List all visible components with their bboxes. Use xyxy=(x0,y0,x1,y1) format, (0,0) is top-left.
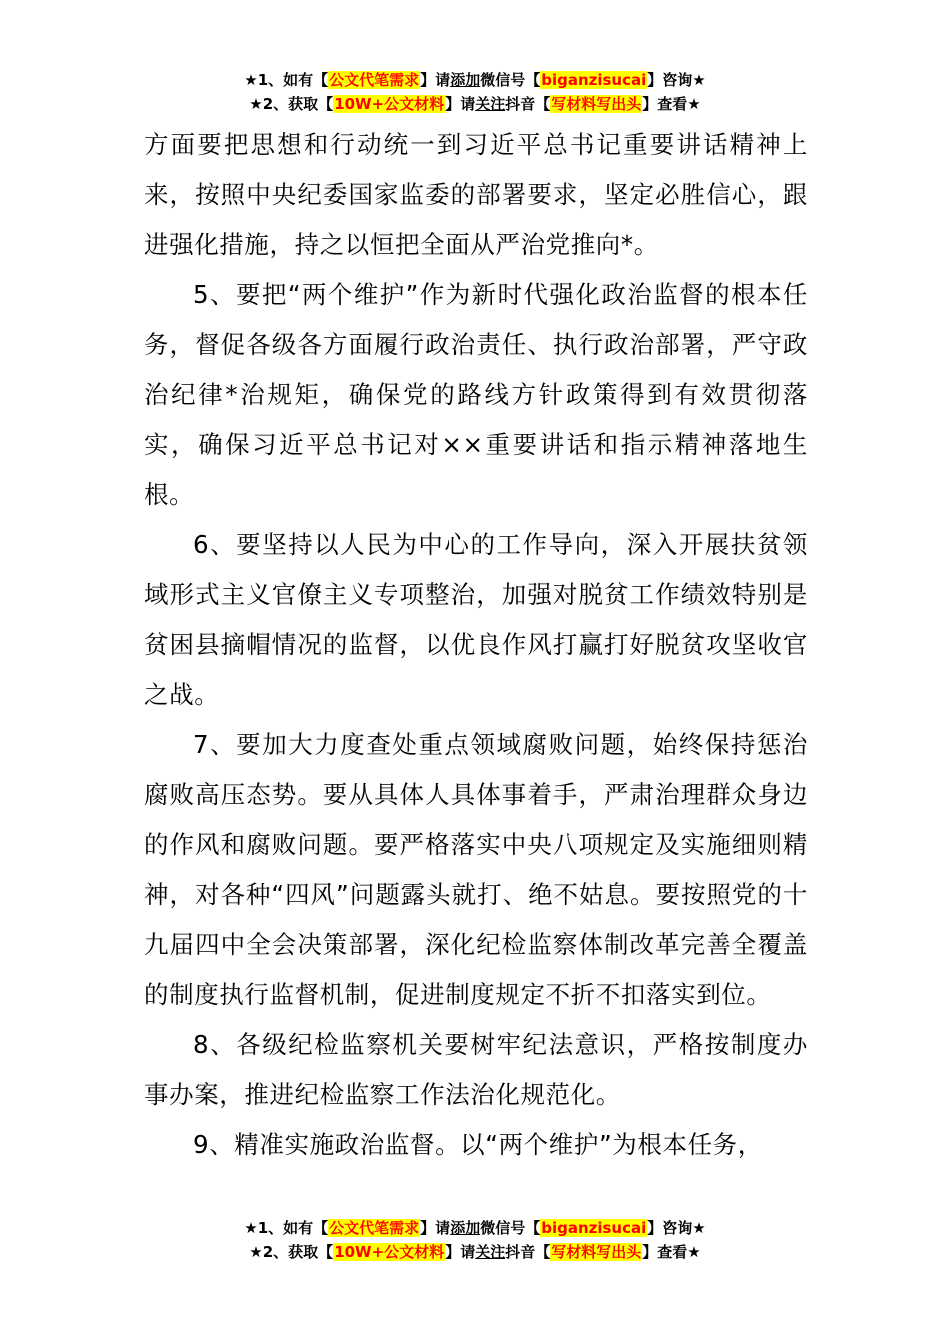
header-banner xyxy=(0,68,950,116)
banner-line-1: ★1、如有【公文代笔需求】请添加微信号【biganzisucai】咨询★ xyxy=(244,71,706,89)
banner-line-1: ★1、如有【公文代笔需求】请添加微信号【biganzisucai】咨询★ xyxy=(244,1219,706,1237)
footer-banner xyxy=(0,1216,950,1264)
highlight-service: 公文代笔需求 xyxy=(329,1219,420,1237)
highlight-materials: 10W+公文材料 xyxy=(334,1243,445,1261)
paragraph-continuation: 方面要把思想和行动统一到习近平总书记重要讲话精神上来，按照中央纪委国家监委的部署要求，坚定必胜信心，跟进强化措施，持之以恒把全面从严治党推向*。 xyxy=(144,130,808,259)
highlight-wechat-id: biganzisucai xyxy=(541,71,647,89)
banner-line-2: ★2、获取【10W+公文材料】请关注抖音【写材料写出头】查看★ xyxy=(249,95,701,113)
highlight-douyin: 写材料写出头 xyxy=(551,95,642,113)
banner-line-2: ★2、获取【10W+公文材料】请关注抖音【写材料写出头】查看★ xyxy=(249,1243,701,1261)
document-body xyxy=(144,120,808,1170)
highlight-materials: 10W+公文材料 xyxy=(334,95,445,113)
star-icon: ★ xyxy=(244,71,258,89)
paragraph-9: 9、精准实施政治监督。以“两个维护”为根本任务， xyxy=(193,1130,763,1159)
highlight-wechat-id: biganzisucai xyxy=(541,1219,647,1237)
paragraph-6: 6、要坚持以人民为中心的工作导向，深入开展扶贫领域形式主义官僚主义专项整治，加强对脱贫工作绩效特别是贫困县摘帽情况的监督，以优良作风打赢打好脱贫攻坚收官之战。 xyxy=(144,530,808,709)
paragraph-7: 7、要加大力度查处重点领域腐败问题，始终保持惩治腐败高压态势。要从具体人具体事着手，严肃治理群众身边的作风和腐败问题。要严格落实中央八项规定及实施细则精神，对各种“四风”问题露头就打、绝不姑息。要按照党的十九届四中全会决策部署，深化纪检监察体制改革完善全覆盖的制度执行监督机制，促进制度规定不折不扣落实到位。 xyxy=(144,730,808,1009)
paragraph-8: 8、各级纪检监察机关要树牢纪法意识，严格按制度办事办案，推进纪检监察工作法治化规范化。 xyxy=(144,1030,808,1109)
star-icon: ★ xyxy=(249,1243,263,1261)
highlight-douyin: 写材料写出头 xyxy=(551,1243,642,1261)
paragraph-5: 5、要把“两个维护”作为新时代强化政治监督的根本任务，督促各级各方面履行政治责任、执行政治部署，严守政治纪律*治规矩，确保党的路线方针政策得到有效贯彻落实，确保习近平总书记对××重要讲话和指示精神落地生根。 xyxy=(144,280,808,509)
star-icon: ★ xyxy=(249,95,263,113)
highlight-service: 公文代笔需求 xyxy=(329,71,420,89)
star-icon: ★ xyxy=(244,1219,258,1237)
